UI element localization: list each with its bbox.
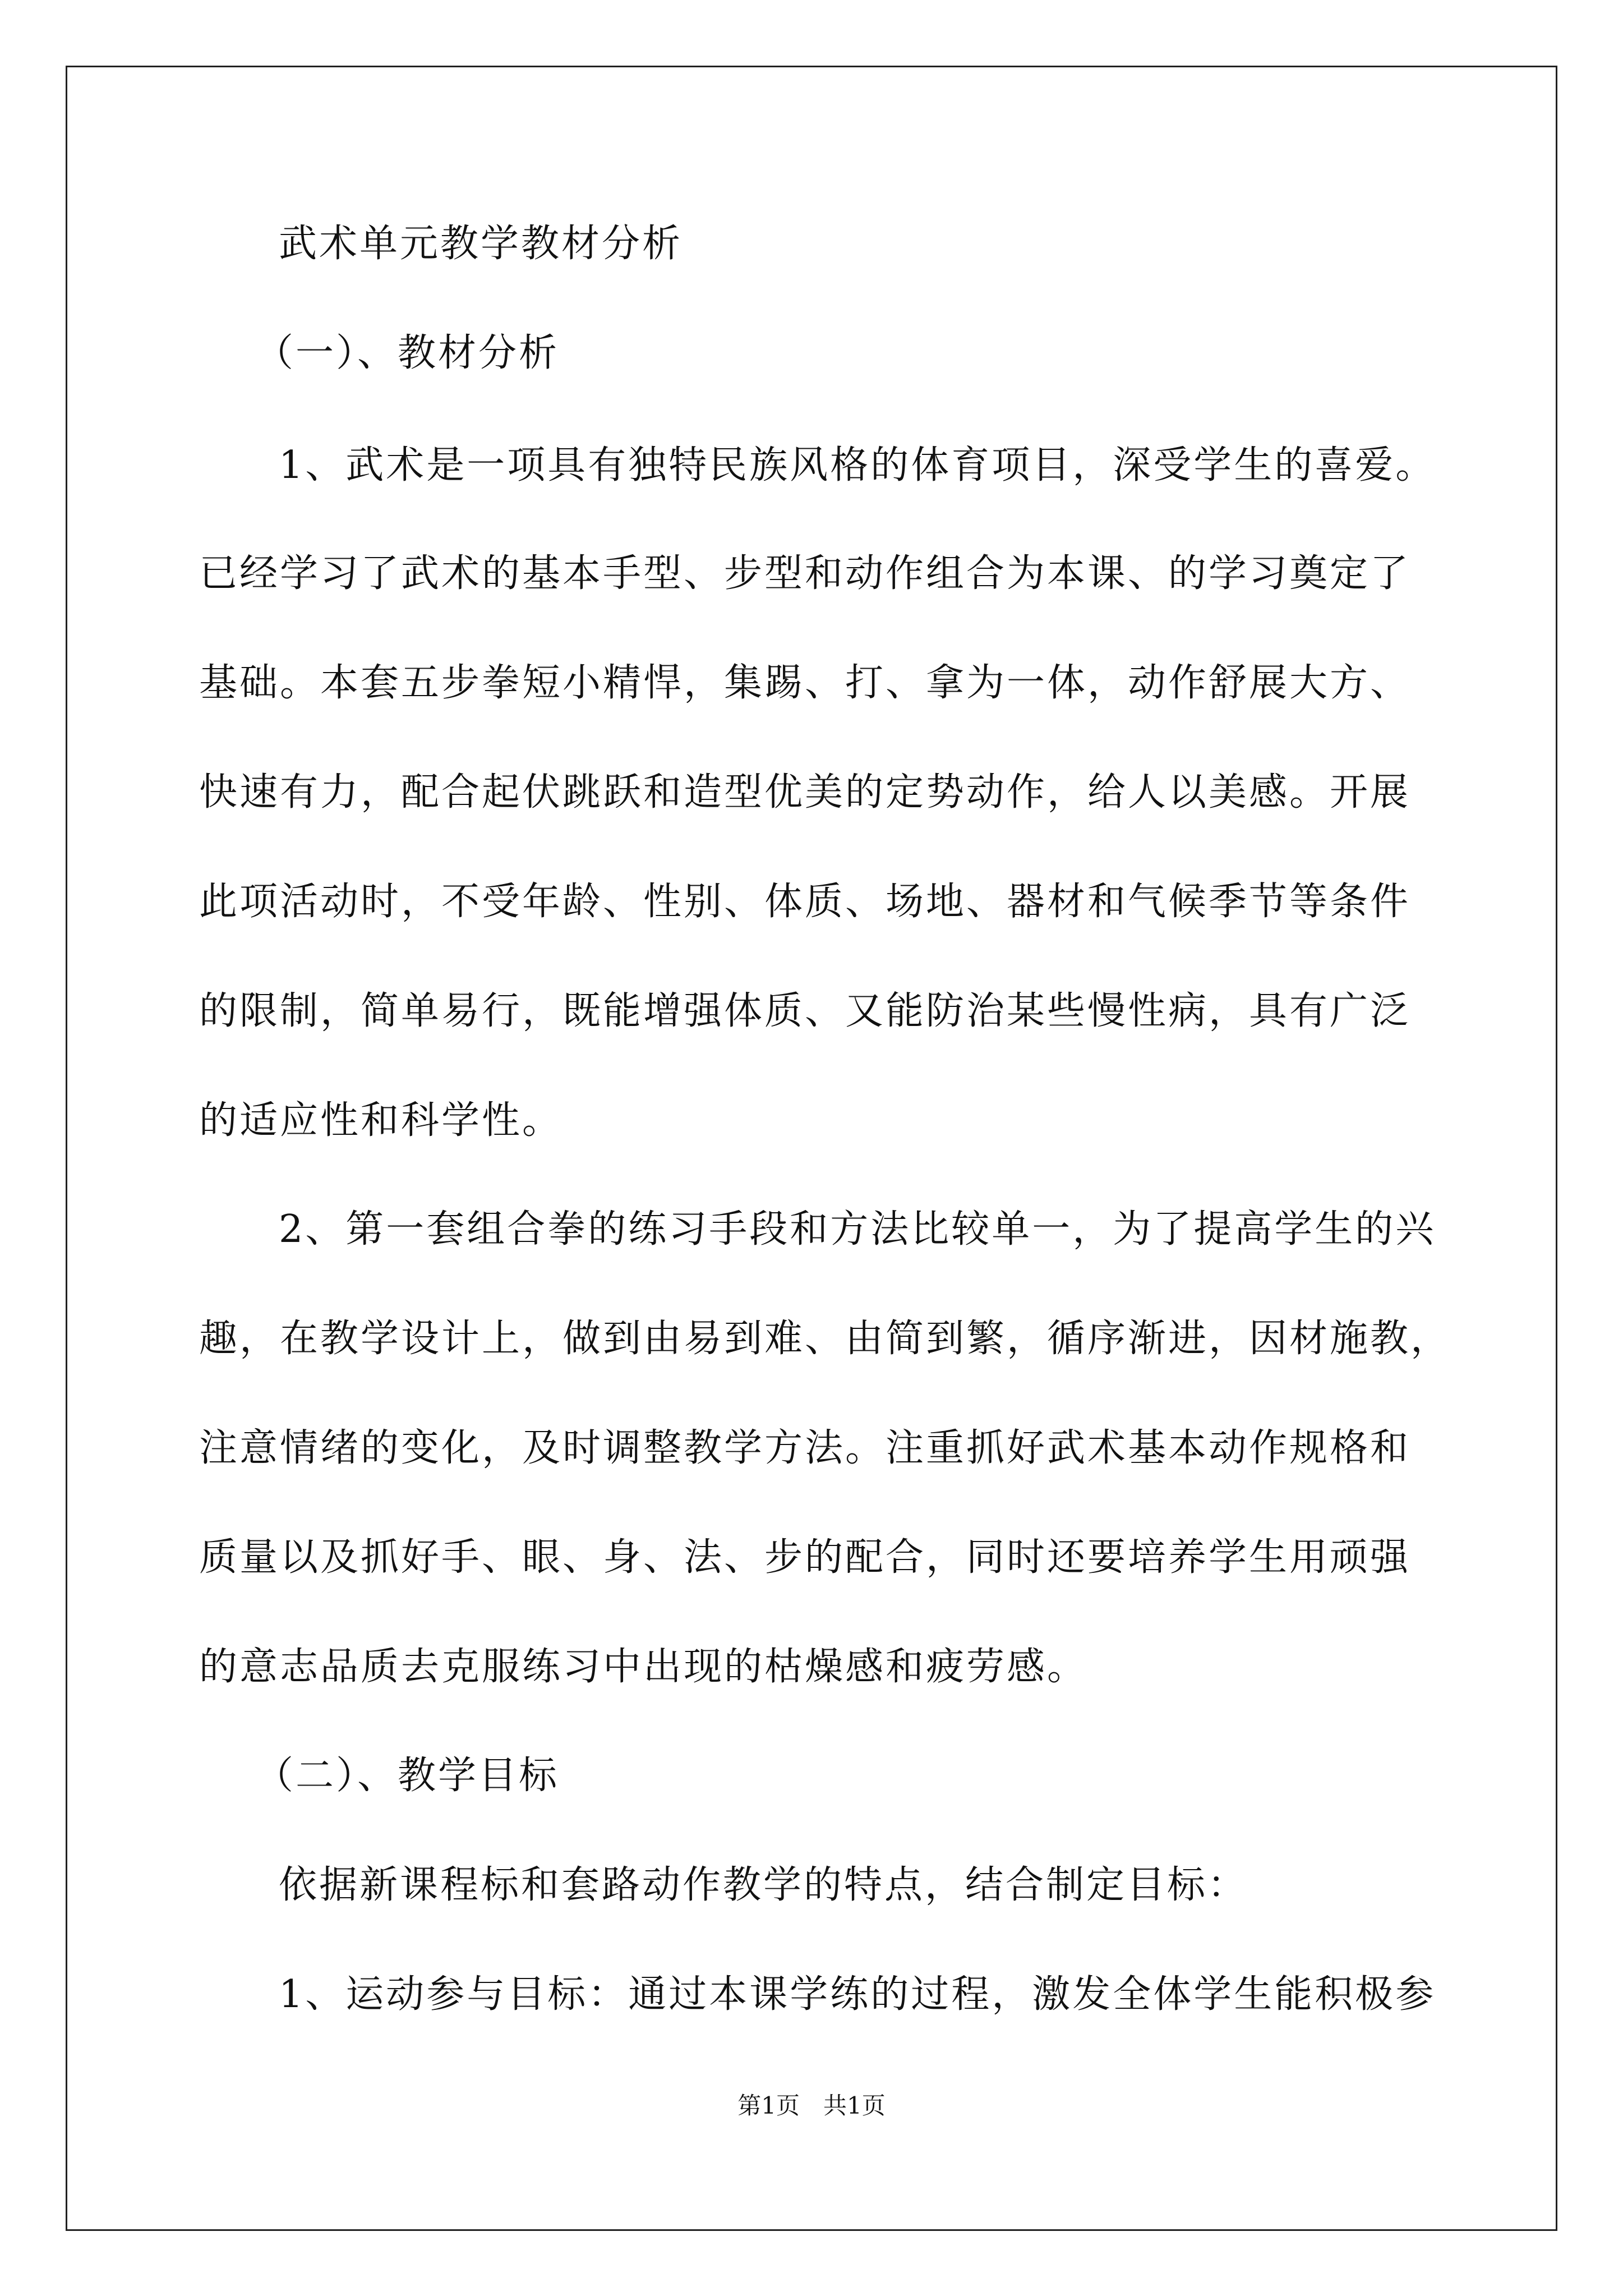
paragraph-line: 的意志品质去克服练习中出现的枯燥感和疲劳感。 xyxy=(199,1645,1088,1689)
document-title: 武术单元教学教材分析 xyxy=(279,222,683,266)
paragraph-line: 的限制，简单易行，既能增强体质、又能防治某些慢性病，具有广泛 xyxy=(199,989,1411,1033)
paragraph-line: 已经学习了武术的基本手型、步型和动作组合为本课、的学习奠定了 xyxy=(199,551,1411,596)
goal-line: 1、运动参与目标：通过本课学练的过程，激发全体学生能积极参 xyxy=(279,1972,1436,2017)
paragraph-line: 快速有力，配合起伏跳跃和造型优美的定势动作，给人以美感。开展 xyxy=(199,770,1411,815)
paragraph-line: 趣，在教学设计上，做到由易到难、由简到繁，循序渐进，因材施教， xyxy=(199,1317,1451,1361)
paragraph-line: 2、第一套组合拳的练习手段和方法比较单一，为了提高学生的兴 xyxy=(279,1207,1436,1251)
goals-intro: 依据新课程标和套路动作教学的特点，结合制定目标： xyxy=(279,1863,1248,1907)
page-footer: 第1页 共1页 xyxy=(737,2092,886,2119)
section-heading-goals: （二）、教学目标 xyxy=(255,1754,560,1798)
paragraph-line: 注意情绪的变化，及时调整教学方法。注重抓好武术基本动作规格和 xyxy=(199,1426,1411,1470)
section-heading-materials: （一）、教材分析 xyxy=(255,331,560,375)
paragraph-line: 此项活动时，不受年龄、性别、体质、场地、器材和气候季节等条件 xyxy=(199,880,1411,924)
paragraph-line: 质量以及抓好手、眼、身、法、步的配合，同时还要培养学生用顽强 xyxy=(199,1535,1411,1580)
paragraph-line: 的适应性和科学性。 xyxy=(199,1098,563,1143)
paragraph-line: 1、武术是一项具有独特民族风格的体育项目，深受学生的喜爱。 xyxy=(279,443,1436,487)
paragraph-line: 基础。本套五步拳短小精悍，集踢、打、拿为一体，动作舒展大方、 xyxy=(199,661,1411,705)
